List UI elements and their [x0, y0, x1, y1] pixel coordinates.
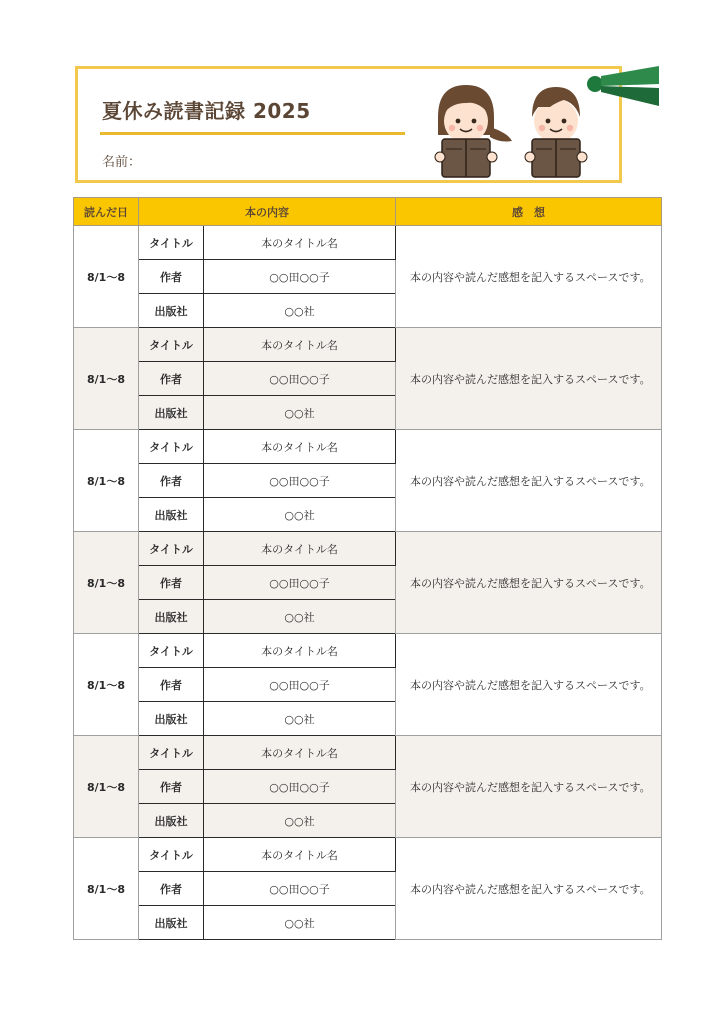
author-cell[interactable]: ○○田○○子 [204, 566, 396, 600]
field-label-publisher: 出版社 [139, 702, 204, 736]
field-label-publisher: 出版社 [139, 906, 204, 940]
publisher-cell[interactable]: ○○社 [204, 906, 396, 940]
header-box [75, 66, 622, 183]
table-row-title [74, 736, 662, 770]
pennant-icon [585, 62, 663, 110]
field-label-publisher: 出版社 [139, 396, 204, 430]
table-row-title [74, 634, 662, 668]
book-title-cell[interactable]: 本のタイトル名 [204, 226, 396, 260]
impression-cell[interactable]: 本の内容や読んだ感想を記入するスペースです。 [396, 226, 662, 328]
field-label-title: タイトル [139, 838, 204, 872]
header-content: 本の内容 [139, 198, 396, 226]
book-title-cell[interactable]: 本のタイトル名 [204, 430, 396, 464]
field-label-author: 作者 [139, 668, 204, 702]
field-label-author: 作者 [139, 566, 204, 600]
author-cell[interactable]: ○○田○○子 [204, 872, 396, 906]
field-label-title: タイトル [139, 532, 204, 566]
field-label-publisher: 出版社 [139, 804, 204, 838]
reading-record-table [73, 197, 662, 940]
field-label-publisher: 出版社 [139, 498, 204, 532]
impression-cell[interactable]: 本の内容や読んだ感想を記入するスペースです。 [396, 736, 662, 838]
header-impression: 感 想 [396, 198, 662, 226]
impression-cell[interactable]: 本の内容や読んだ感想を記入するスペースです。 [396, 532, 662, 634]
author-cell[interactable]: ○○田○○子 [204, 260, 396, 294]
table-row-title [74, 838, 662, 872]
table-header-row [74, 198, 662, 226]
date-cell[interactable]: 8/1～8 [74, 532, 139, 634]
name-label: 名前： [102, 155, 142, 170]
field-label-publisher: 出版社 [139, 294, 204, 328]
date-cell[interactable]: 8/1～8 [74, 838, 139, 940]
field-label-author: 作者 [139, 260, 204, 294]
author-cell[interactable]: ○○田○○子 [204, 362, 396, 396]
field-label-author: 作者 [139, 362, 204, 396]
publisher-cell[interactable]: ○○社 [204, 498, 396, 532]
date-cell[interactable]: 8/1～8 [74, 226, 139, 328]
publisher-cell[interactable]: ○○社 [204, 600, 396, 634]
book-title-cell[interactable]: 本のタイトル名 [204, 532, 396, 566]
author-cell[interactable]: ○○田○○子 [204, 464, 396, 498]
girl-reader-icon [435, 85, 512, 177]
field-label-author: 作者 [139, 464, 204, 498]
date-cell[interactable]: 8/1～8 [74, 736, 139, 838]
book-title-cell[interactable]: 本のタイトル名 [204, 634, 396, 668]
author-cell[interactable]: ○○田○○子 [204, 770, 396, 804]
boy-reader-icon [525, 87, 587, 177]
book-title-cell[interactable]: 本のタイトル名 [204, 838, 396, 872]
impression-cell[interactable]: 本の内容や読んだ感想を記入するスペースです。 [396, 634, 662, 736]
date-cell[interactable]: 8/1～8 [74, 634, 139, 736]
date-cell[interactable]: 8/1～8 [74, 430, 139, 532]
page-title: 夏休み読書記録 2025 [102, 99, 311, 123]
title-underline [100, 132, 405, 135]
impression-cell[interactable]: 本の内容や読んだ感想を記入するスペースです。 [396, 430, 662, 532]
publisher-cell[interactable]: ○○社 [204, 804, 396, 838]
table-row-title [74, 226, 662, 260]
children-reading-illustration [428, 77, 608, 179]
field-label-author: 作者 [139, 872, 204, 906]
impression-cell[interactable]: 本の内容や読んだ感想を記入するスペースです。 [396, 328, 662, 430]
field-label-title: タイトル [139, 430, 204, 464]
book-title-cell[interactable]: 本のタイトル名 [204, 328, 396, 362]
field-label-title: タイトル [139, 328, 204, 362]
table-row-title [74, 430, 662, 464]
field-label-publisher: 出版社 [139, 600, 204, 634]
date-cell[interactable]: 8/1～8 [74, 328, 139, 430]
field-label-author: 作者 [139, 770, 204, 804]
table-row-title [74, 532, 662, 566]
header-date: 読んだ日 [74, 198, 139, 226]
impression-cell[interactable]: 本の内容や読んだ感想を記入するスペースです。 [396, 838, 662, 940]
publisher-cell[interactable]: ○○社 [204, 294, 396, 328]
book-title-cell[interactable]: 本のタイトル名 [204, 736, 396, 770]
table-row-title [74, 328, 662, 362]
publisher-cell[interactable]: ○○社 [204, 702, 396, 736]
field-label-title: タイトル [139, 736, 204, 770]
field-label-title: タイトル [139, 226, 204, 260]
field-label-title: タイトル [139, 634, 204, 668]
publisher-cell[interactable]: ○○社 [204, 396, 396, 430]
author-cell[interactable]: ○○田○○子 [204, 668, 396, 702]
